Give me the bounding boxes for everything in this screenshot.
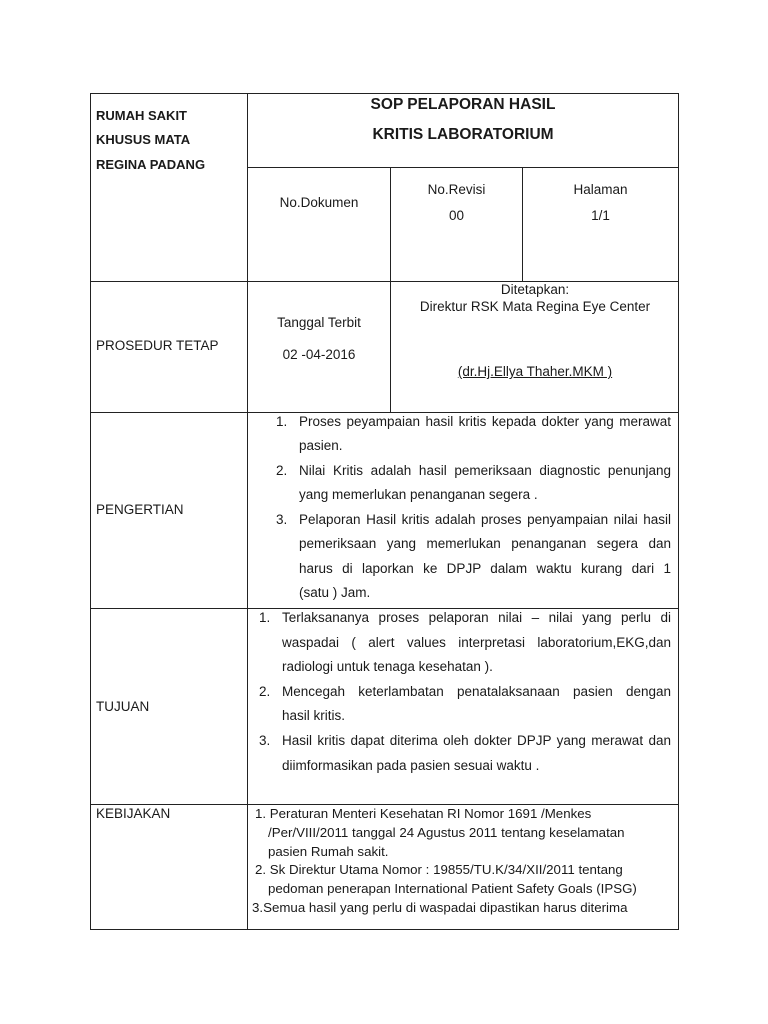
tujuan-label: TUJUAN [96, 699, 150, 714]
prosedur-tetap-label: PROSEDUR TETAP [96, 338, 219, 353]
tujuan-item-1-line-2: waspadai ( alert values interpretasi laboratorium,EKG,dan [282, 635, 671, 650]
tujuan-item-1-number: 1. [259, 610, 271, 625]
document-title-line-1: SOP PELAPORAN HASIL [370, 96, 556, 113]
kebijakan-line-5: pedoman penerapan International Patient Safety Goals (IPSG) [268, 881, 637, 896]
institution-line-3: REGINA PADANG [96, 157, 206, 172]
pengertian-item-2-number: 2. [276, 463, 288, 478]
kebijakan-label: KEBIJAKAN [96, 806, 171, 821]
tujuan-item-1-line-3: radiologi untuk tenaga kesehatan ). [282, 659, 493, 674]
halaman-label: Halaman [573, 182, 628, 197]
pengertian-item-3-line-1: Pelaporan Hasil kritis adalah proses penyampaian nilai hasil [299, 512, 671, 527]
pengertian-item-3-line-4: (satu ) Jam. [299, 585, 371, 600]
pengertian-item-3-line-2: pemeriksaan yang memerlukan penanganan segera dan [299, 536, 671, 551]
no-revisi-label: No.Revisi [427, 182, 486, 197]
tujuan-item-3-line-1: Hasil kritis dapat diterima oleh dokter DPJP yang merawat dan [282, 733, 671, 748]
pengertian-item-1-number: 1. [276, 414, 288, 429]
no-dokumen-label: No.Dokumen [279, 195, 359, 210]
document-title-line-2: KRITIS LABORATORIUM [372, 126, 554, 143]
pengertian-item-1-line-1: Proses peyampaian hasil kritis kepada dokter yang merawat [299, 414, 671, 429]
pengertian-item-2-line-2: yang memerlukan penanganan segera . [299, 487, 538, 502]
institution-line-1: RUMAH SAKIT [96, 108, 187, 123]
tanggal-terbit-label: Tanggal Terbit [277, 315, 361, 330]
signatory-name: (dr.Hj.Ellya Thaher.MKM ) [457, 364, 613, 379]
kebijakan-line-4: 2. Sk Direktur Utama Nomor : 19855/TU.K/34/XII/2011 tentang [255, 862, 623, 877]
kebijakan-line-2: /Per/VIII/2011 tanggal 24 Agustus 2011 tentang keselamatan [268, 825, 625, 840]
pengertian-item-3-line-3: harus di laporkan ke DPJP dalam waktu kurang dari 1 [299, 561, 671, 576]
kebijakan-line-3: pasien Rumah sakit. [268, 844, 389, 859]
tujuan-item-1-line-1: Terlaksananya proses pelaporan nilai – nilai yang perlu di [282, 610, 671, 625]
institution-line-2: KHUSUS MATA [96, 132, 191, 147]
pengertian-item-3-number: 3. [276, 512, 288, 527]
direktur-title: Direktur RSK Mata Regina Eye Center [419, 299, 651, 314]
tujuan-item-2-line-1: Mencegah keterlambatan penatalaksanaan pasien dengan [282, 684, 671, 699]
pengertian-item-1-line-2: pasien. [299, 438, 343, 453]
pengertian-label: PENGERTIAN [96, 502, 184, 517]
tujuan-item-2-line-2: hasil kritis. [282, 708, 346, 723]
kebijakan-line-1: 1. Peraturan Menteri Kesehatan RI Nomor 1691 /Menkes [255, 806, 592, 821]
tujuan-item-3-number: 3. [259, 733, 271, 748]
ditetapkan-label: Ditetapkan: [500, 282, 570, 297]
tujuan-item-2-number: 2. [259, 684, 271, 699]
tujuan-item-3-line-2: diimformasikan pada pasien sesuai waktu . [282, 758, 540, 773]
tanggal-terbit-value: 02 -04-2016 [282, 347, 356, 362]
pengertian-item-2-line-1: Nilai Kritis adalah hasil pemeriksaan diagnostic penunjang [299, 463, 671, 478]
kebijakan-line-6: 3.Semua hasil yang perlu di waspadai dipastikan harus diterima [252, 900, 628, 915]
no-revisi-value: 00 [448, 208, 465, 223]
halaman-value: 1/1 [591, 208, 610, 223]
